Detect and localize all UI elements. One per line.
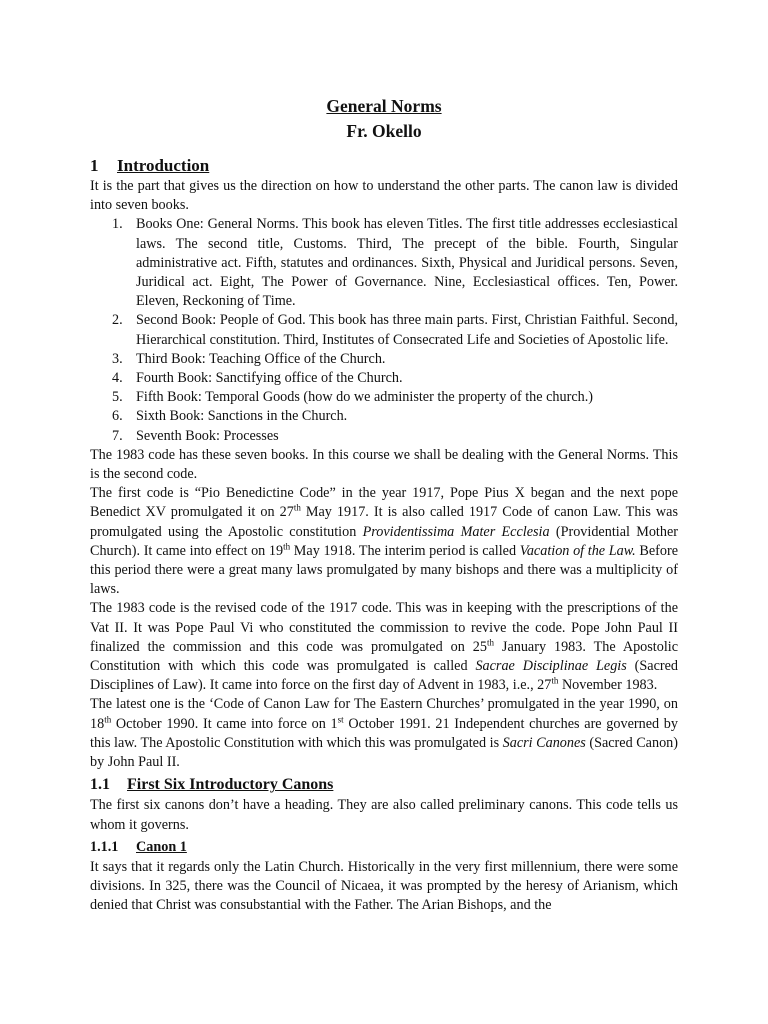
list-number: 3. <box>112 350 123 367</box>
list-number: 5. <box>112 389 123 406</box>
document-page <box>90 94 678 915</box>
list-text: Third Book: Teaching Office of the Church. <box>136 350 386 367</box>
list-number: 4. <box>112 370 123 387</box>
section-title: Introduction <box>117 156 210 175</box>
paragraph-revised-code: The 1983 code is the revised code of the 1917 code. This was in keeping with the prescriptions of the Vat II. It was Pope Paul Vi who constituted the commission to revive the code. Pope John Paul II finalized the commission and this code was promulgated on 25th January 1983. The Apostolic Constitution with which this code was promulgated is called Sacrae Disciplinae Legis (Sacred Disciplines of Law). It came into force on the first day of Advent in 1983, i.e., 27th November 1983. <box>90 600 678 694</box>
section-number: 1.1.1 <box>90 838 119 855</box>
section-number: 1 <box>90 156 99 175</box>
list-text: Sixth Book: Sanctions in the Church. <box>136 408 348 425</box>
list-item <box>90 427 678 446</box>
list-item <box>90 350 678 369</box>
list-number: 2. <box>112 312 123 329</box>
list-text: Second Book: People of God. This book has three main parts. First, Christian Faithful. Second, Hierarchical constitution. Third, Institutes of Consecrated Life and Societies of Apostolic life. <box>136 312 678 348</box>
list-number: 6. <box>112 408 123 425</box>
paragraph-eastern-code: The latest one is the ‘Code of Canon Law for The Eastern Churches’ promulgated in the year 1990, on 18th October 1990. It came into force on 1st October 1991. 21 Independent churches are governed by this law. The Apostolic Constitution with which this was promulgated is Sacri Canones (Sacred Canon) by John Paul II. <box>90 696 678 771</box>
list-item <box>90 407 678 426</box>
paragraph-first-code: The first code is “Pio Benedictine Code” in the year 1917, Pope Pius X began and the next pope Benedict XV promulgated it on 27th May 1917. It is also called 1917 Code of canon Law. This was promulgated using the Apostolic constitution Providentissima Mater Ecclesia (Providential Mother Church). It came into effect on 19th May 1918. The interim period is called Vacation of the Law. Before this period there were a great many laws promulgated by many bishops and there was a multiplicity of laws. <box>90 485 678 598</box>
list-text: Seventh Book: Processes <box>136 427 279 444</box>
list-item <box>90 311 678 349</box>
list-text: Books One: General Norms. This book has eleven Titles. The first title addresses ecclesiastical laws. The second title, Customs. Third, The precept of the bible. Fourth, Singular administrative act. Fifth, statutes and ordinances. Sixth, Physical and Juridical persons. Seven, Juridical act. Eight, The Power of Governance. Nine, Ecclesiastical offices. Ten, Power. Eleven, Reckoning of Time. <box>136 216 678 310</box>
section-title: First Six Introductory Canons <box>127 776 334 794</box>
list-number: 7. <box>112 427 123 444</box>
list-item <box>90 215 678 311</box>
section-title: Canon 1 <box>136 838 187 855</box>
document-author: Fr. Okello <box>346 121 422 141</box>
intro-paragraph: It is the part that gives us the direction on how to understand the other parts. The canon law is divided into seven books. <box>90 178 678 214</box>
paragraph-first-six-canons: The first six canons don’t have a heading. They are also called preliminary canons. This code tells us whom it governs. <box>90 797 678 833</box>
paragraph-1983-code: The 1983 code has these seven books. In this course we shall be dealing with the General Norms. This is the second code. <box>90 446 678 483</box>
section-heading-introduction <box>90 154 678 177</box>
list-item <box>90 388 678 407</box>
list-number: 1. <box>112 216 123 233</box>
books-list <box>90 215 678 445</box>
section-heading-first-six-canons <box>90 774 678 796</box>
document-title: General Norms <box>326 96 442 116</box>
list-text: Fourth Book: Sanctifying office of the Church. <box>136 370 403 387</box>
section-heading-canon-1 <box>90 837 678 858</box>
list-text: Fifth Book: Temporal Goods (how do we administer the property of the church.) <box>136 389 593 406</box>
list-item <box>90 369 678 388</box>
paragraph-canon-1: It says that it regards only the Latin Church. Historically in the very first millennium, there were some divisions. In 325, there was the Council of Nicaea, it was prompted by the heresy of Arianism, which denied that Christ was consubstantial with the Father. The Arian Bishops, and the <box>90 858 678 914</box>
section-number: 1.1 <box>90 776 110 794</box>
